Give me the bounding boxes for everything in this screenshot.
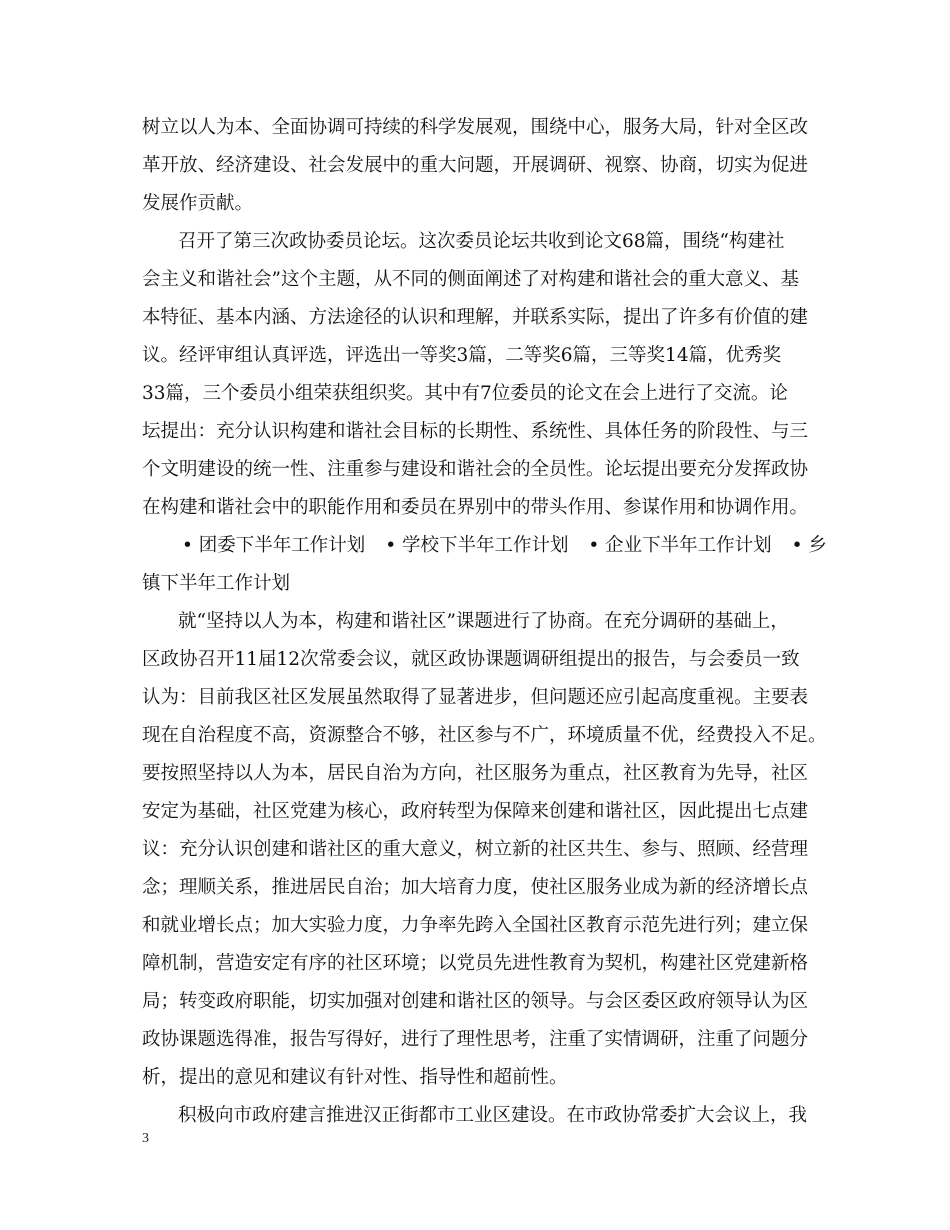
paragraph-line: 要按照坚持以人为本，居民自治为方向，社区服务为重点，社区教育为先导，社区	[142, 763, 809, 784]
paragraph-line: 认为：目前我区社区发展虽然取得了显著进步，但问题还应引起高度重视。主要表	[142, 687, 809, 708]
paragraph-line: 析，提出的意见和建议有针对性、指导性和超前性。	[142, 1067, 568, 1088]
paragraph-line: 障机制，营造安定有序的社区环境；以党员先进性教育为契机，构建社区党建新格	[142, 953, 809, 974]
paragraph-line: 政协课题选得准，报告写得好，进行了理性思考，注重了实情调研，注重了问题分	[142, 1029, 809, 1050]
paragraph-line: 召开了第三次政协委员论坛。这次委员论坛共收到论文68篇，围绕“构建社	[178, 231, 785, 252]
paragraph-line: 会主义和谐社会”这个主题，从不同的侧面阐述了对构建和谐社会的重大意义、基	[142, 269, 799, 290]
paragraph-line: 在构建和谐社会中的职能作用和委员在界别中的带头作用、参谋作用和协调作用。	[142, 497, 809, 518]
paragraph-line: 33篇，三个委员小组荣获组织奖。其中有7位委员的论文在会上进行了交流。论	[142, 383, 788, 404]
paragraph-line: 安定为基础，社区党建为核心，政府转型为保障来创建和谐社区，因此提出七点建	[142, 801, 809, 822]
paragraph-line: 革开放、经济建设、社会发展中的重大问题，开展调研、视察、协商，切实为促进	[142, 155, 809, 176]
related-link-continuation[interactable]: 镇下半年工作计划	[142, 573, 291, 594]
related-links	[182, 528, 841, 564]
paragraph-line: 念；理顺关系，推进居民自治；加大培育力度，使社区服务业成为新的经济增长点	[142, 877, 809, 898]
related-link-school-plan[interactable]: • 学校下半年工作计划	[385, 535, 569, 556]
paragraph-line: 现在自治程度不高，资源整合不够，社区参与不广，环境质量不优，经费投入不足。	[142, 725, 827, 746]
related-link-township-plan[interactable]: • 乡	[791, 535, 827, 556]
paragraph-line: 区政协召开11届12次常委会议，就区政协课题调研组提出的报告，与会委员一致	[142, 649, 800, 670]
paragraph-line: 局；转变政府职能，切实加强对创建和谐社区的领导。与会区委区政府领导认为区	[142, 991, 809, 1012]
paragraph-line: 和就业增长点；加大实验力度，力争率先跨入全国社区教育示范先进行列；建立保	[142, 915, 809, 936]
paragraph-line: 议：充分认识创建和谐社区的重大意义，树立新的社区共生、参与、照顾、经营理	[142, 839, 809, 860]
paragraph-line: 就“坚持以人为本，构建和谐社区”课题进行了协商。在充分调研的基础上，	[178, 611, 789, 632]
page-number: 3	[142, 1131, 149, 1146]
paragraph-line: 积极向市政府建言推进汉正街都市工业区建设。在市政协常委扩大会议上，我	[178, 1105, 808, 1126]
paragraph-line: 议。经评审组认真评选，评选出一等奖3篇，二等奖6篇，三等奖14篇，优秀奖	[142, 345, 782, 366]
paragraph-line: 本特征、基本内涵、方法途径的认识和理解，并联系实际，提出了许多有价值的建	[142, 307, 809, 328]
paragraph-line: 坛提出：充分认识构建和谐社会目标的长期性、系统性、具体任务的阶段性、与三	[142, 421, 809, 442]
paragraph-line: 发展作贡献。	[142, 193, 254, 214]
related-link-enterprise-plan[interactable]: • 企业下半年工作计划	[588, 535, 772, 556]
paragraph-line: 个文明建设的统一性、注重参与建设和谐社会的全员性。论坛提出要充分发挥政协	[142, 459, 809, 480]
paragraph-line: 树立以人为本、全面协调可持续的科学发展观，围绕中心，服务大局，针对全区改	[142, 117, 809, 138]
related-link-youth-league-plan[interactable]: • 团委下半年工作计划	[182, 535, 366, 556]
